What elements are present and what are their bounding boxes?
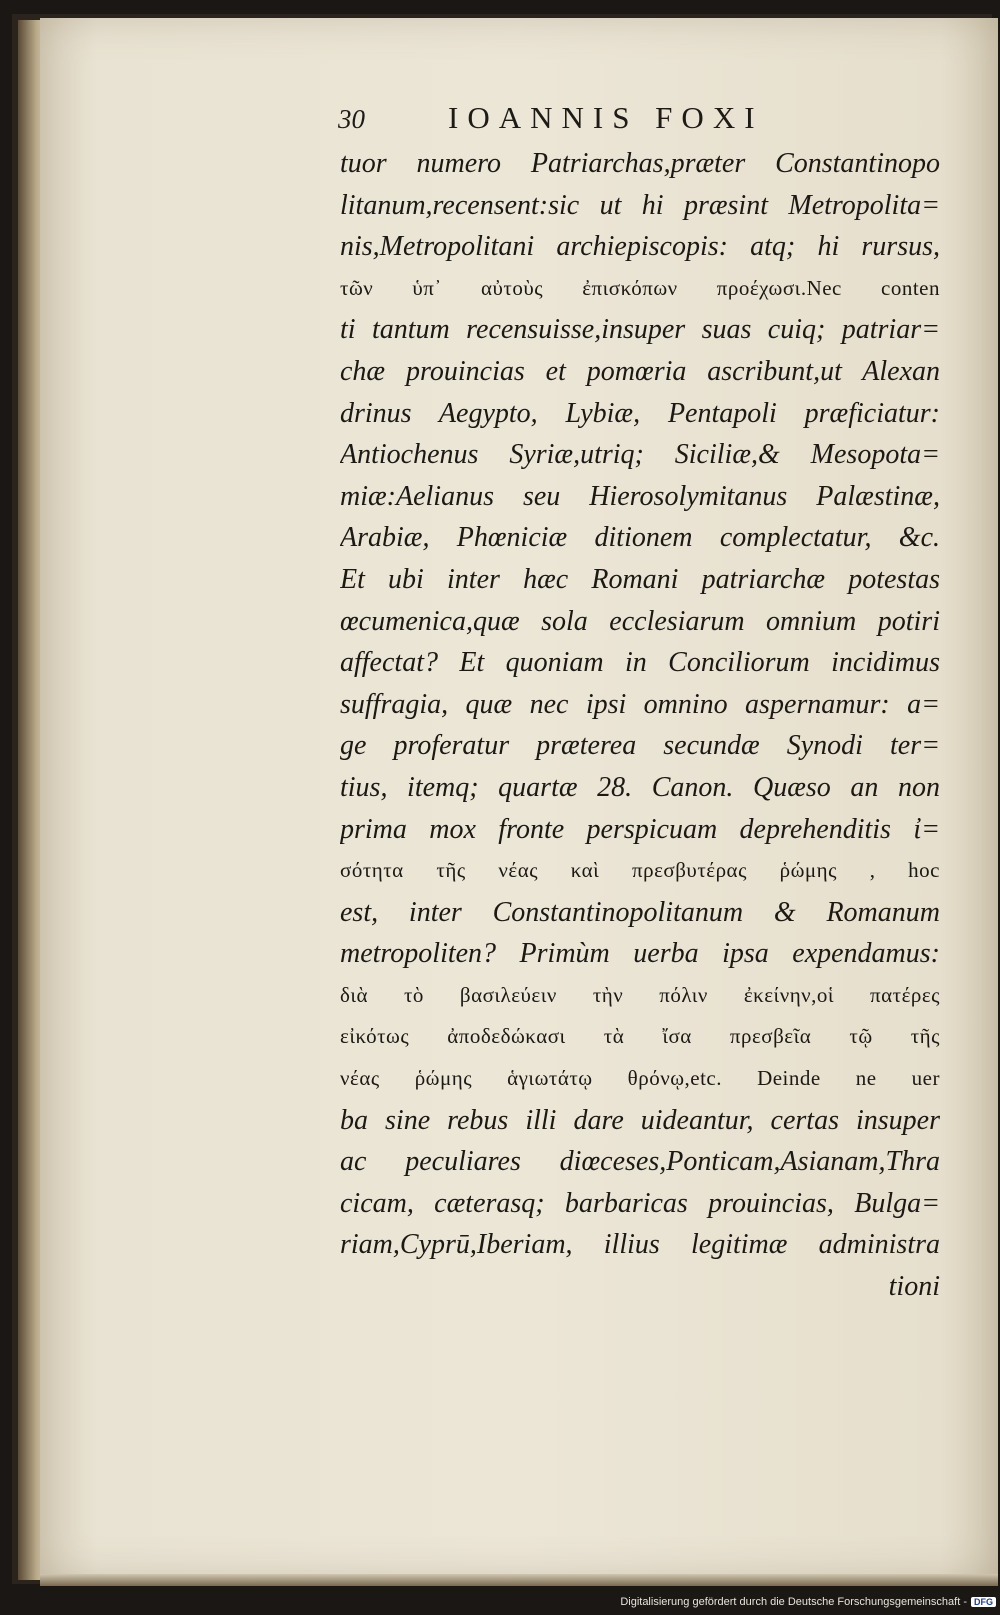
text-line: ba sine rebus illi dare uideantur, certas insuper xyxy=(340,1104,940,1136)
text-line-greek: τῶν ὑπ᾽ αὐτοὺς ἐπισκόπων προέχωσι.Nec conten xyxy=(340,275,940,300)
text-line: prima mox fronte perspicuam deprehenditis ἰ= xyxy=(340,813,940,845)
dfg-logo: DFG xyxy=(971,1597,996,1607)
text-line: litanum,recensent:sic ut hi præsint Metropolita= xyxy=(340,189,940,221)
text-line-greek: σότητα τῆς νέας καὶ πρεσβυτέρας ῥώμης , hoc xyxy=(340,858,940,883)
text-line: miæ:Aelianus seu Hierosolymitanus Palæstinæ, xyxy=(340,480,940,512)
text-line: est, inter Constantinopolitanum & Romanum xyxy=(340,896,940,928)
body-text xyxy=(340,143,940,1308)
running-title: IOANNIS FOXI xyxy=(448,100,764,135)
text-line: cicam, cæterasq; barbaricas prouincias, Bulga= xyxy=(340,1187,940,1219)
text-line: suffragia, quæ nec ipsi omnino aspernamur: a= xyxy=(340,688,940,720)
text-line-greek: διὰ τὸ βασιλεύειν τὴν πόλιν ἐκείνην,οἱ πατέρες xyxy=(340,982,940,1007)
text-line: chæ prouincias et pomœria ascribunt,ut Alexan xyxy=(340,355,940,387)
text-line-greek: νέας ῥώμης ἁγιωτάτῳ θρόνῳ,etc. Deinde ne uer xyxy=(340,1066,940,1091)
text-line: metropoliten? Primùm uerba ipsa expendamus: xyxy=(340,938,940,970)
text-line: Antiochenus Syriæ,utriq; Siciliæ,& Mesopota= xyxy=(340,439,940,471)
page-bottom-edge xyxy=(40,1574,998,1586)
page-number: 30 xyxy=(338,104,365,134)
text-line: ti tantum recensuisse,insuper suas cuiq; patriar= xyxy=(340,314,940,346)
catchword: tioni xyxy=(888,1271,940,1303)
text-line-greek: εἰκότως ἀποδεδώκασι τὰ ἴσα πρεσβεῖα τῷ τῆς xyxy=(340,1024,940,1049)
text-line: Et ubi inter hæc Romani patriarchæ potestas xyxy=(340,563,940,595)
text-line: œcumenica,quæ sola ecclesiarum omnium potiri xyxy=(340,605,940,637)
text-line: Arabiæ, Phœniciæ ditionem complectatur, &c. xyxy=(340,522,940,554)
text-line: affectat? Et quoniam in Conciliorum incidimus xyxy=(340,647,940,679)
text-line: riam,Cyprū,Iberiam, illius legitimæ administra xyxy=(340,1229,940,1261)
digitization-footer xyxy=(0,1596,1000,1614)
text-line: tuor numero Patriarchas,præter Constantinopo xyxy=(340,148,940,179)
text-line: nis,Metropolitani archiepiscopis: atq; hi rursus, xyxy=(340,231,940,263)
text-line: tius, itemq; quartæ 28. Canon. Quæso an non xyxy=(340,771,940,803)
footer-credit: Digitalisierung gefördert durch die Deutsche Forschungsgemeinschaft - xyxy=(620,1596,967,1608)
text-line: drinus Aegypto, Lybiæ, Pentapoli præficiatur: xyxy=(340,397,940,429)
text-line: ac peculiares diœceses,Ponticam,Asianam,Thra xyxy=(340,1146,940,1178)
text-line: ge proferatur præterea secundæ Synodi ter= xyxy=(340,730,940,762)
page-header xyxy=(338,100,938,140)
